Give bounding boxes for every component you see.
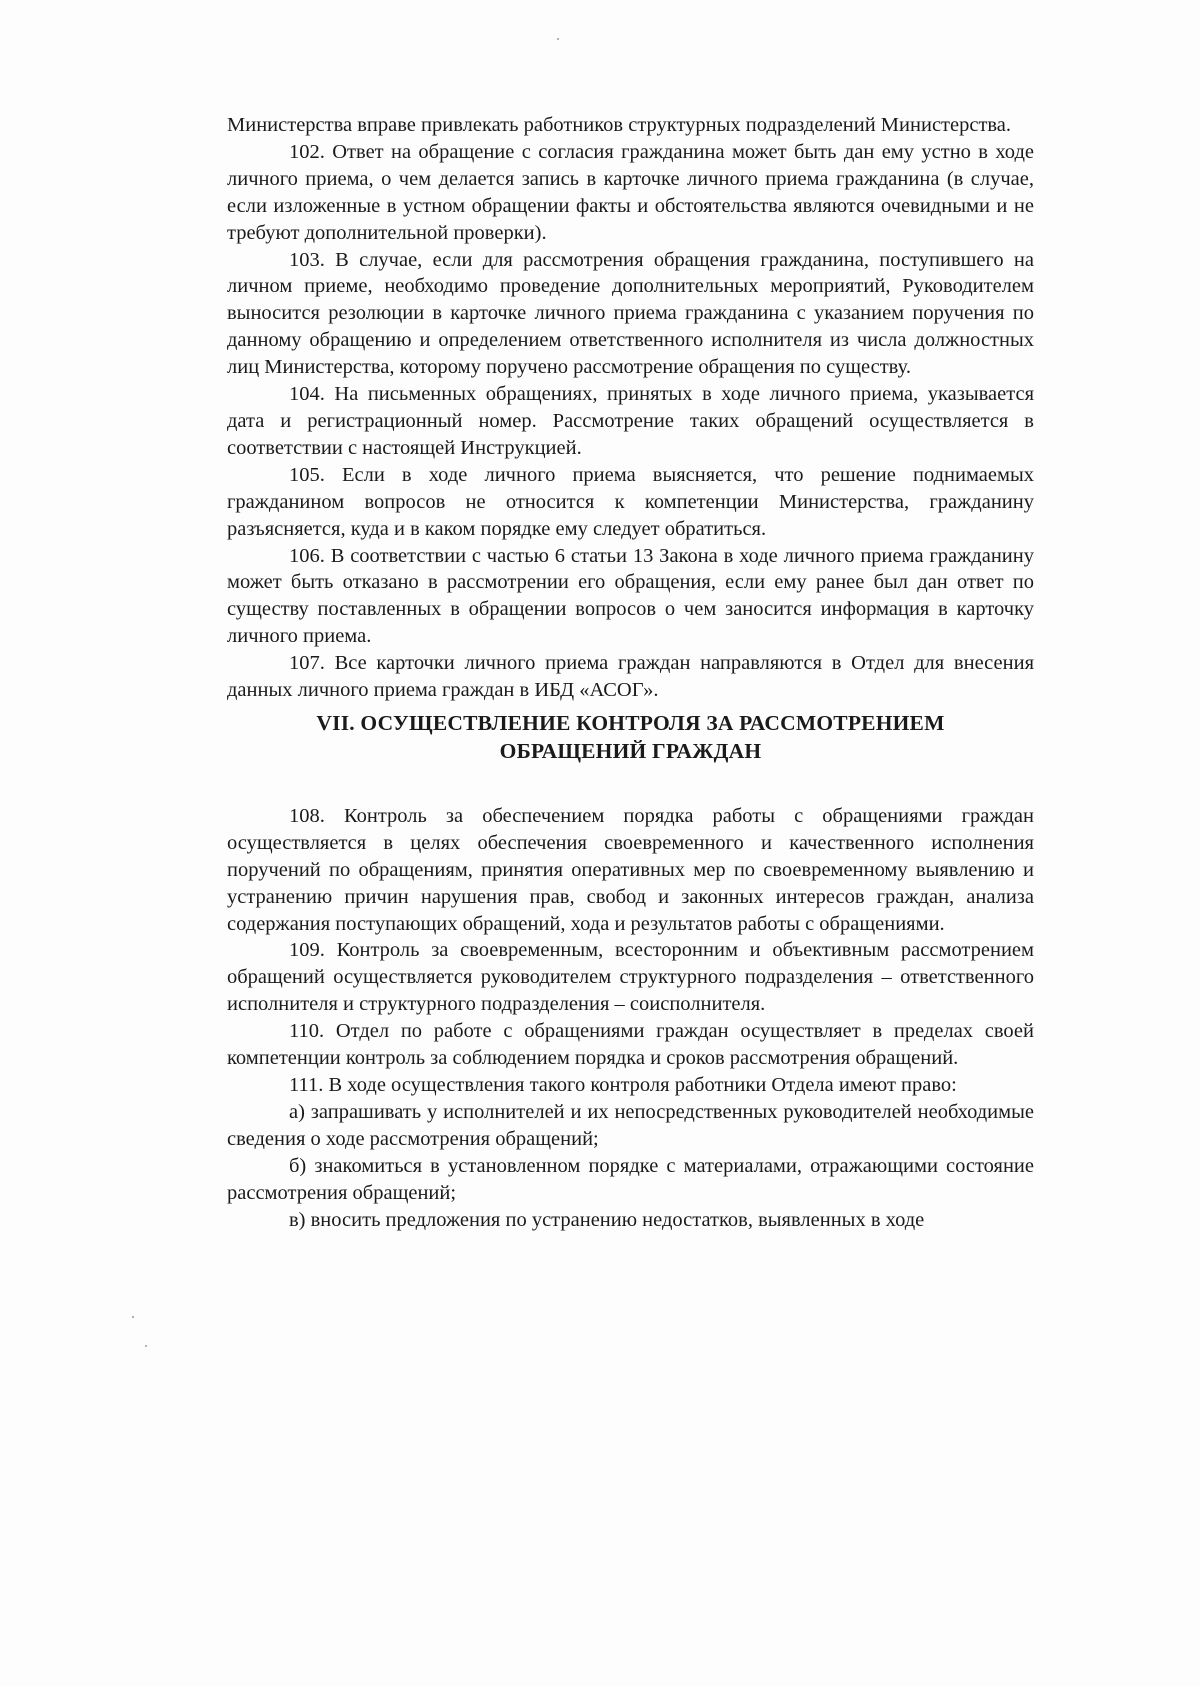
scan-speck-left-1 — [132, 1316, 134, 1318]
paragraph-106: 106. В соответствии с частью 6 статьи 13 Закона в ходе личного приема гражданину может быть отказано в рассмотрении его обращения, если ему ранее был дан ответ по существу поставленных в обращении вопросов о чем заносится информация в карточку личного приема. — [227, 544, 1034, 648]
paragraph-107: 107. Все карточки личного приема граждан направляются в Отдел для внесения данных личного приема граждан в ИБД «АСОГ». — [227, 652, 1034, 702]
paragraph-111-item-a: а) запрашивать у исполнителей и их непосредственных руководителей необходимые сведения о ходе рассмотрения обращений; — [227, 1100, 1034, 1150]
paragraph-111: 111. В ходе осуществления такого контроля работники Отдела имеют право: — [289, 1074, 957, 1096]
section-heading-line-2: ОБРАЩЕНИЙ ГРАЖДАН — [499, 738, 762, 763]
paragraph-109: 109. Контроль за своевременным, всесторонним и объективным рассмотрением обращений осуществляется руководителем структурного подразделения – ответственного исполнителя и структурного подразделения – соисполнителя. — [227, 939, 1034, 1016]
paragraph-110: 110. Отдел по работе с обращениями граждан осуществляет в пределах своей компетенции контроль за соблюдением порядка и сроков рассмотрения обращений. — [227, 1020, 1034, 1070]
paragraph-105: 105. Если в ходе личного приема выясняется, что решение поднимаемых гражданином вопросов не относится к компетенции Министерства, гражданину разъясняется, куда и в каком порядке ему следует обратиться. — [227, 463, 1034, 540]
paragraph-104: 104. На письменных обращениях, принятых в ходе личного приема, указывается дата и регистрационный номер. Рассмотрение таких обращений осуществляется в соответствии с настоящей Инструкцией. — [227, 383, 1034, 459]
paragraph-103: 103. В случае, если для рассмотрения обращения гражданина, поступившего на личном приеме, необходимо проведение дополнительных мероприятий, Руководителем выносится резолюции в карточке личного приема гражданина с указанием поручения по данному обращению и определением ответственного исполнителя из числа должностных лиц Министерства, которому поручено рассмотрение обращения по существу. — [227, 248, 1034, 379]
paragraph-111-item-c: в) вносить предложения по устранению недостатков, выявленных в ходе — [289, 1208, 925, 1231]
heading-spacer — [227, 765, 1034, 803]
paragraph-102: 102. Ответ на обращение с согласия гражданина может быть дан ему устно в ходе личного приема, о чем делается запись в карточке личного приема гражданина (в случае, если изложенные в устном обращении факты и обстоятельства являются очевидными и не требуют дополнительной проверки). — [227, 140, 1034, 244]
paragraph-101-continuation: Министерства вправе привлекать работников структурных подразделений Министерства. — [227, 114, 1012, 136]
document-body — [227, 112, 1034, 1233]
paragraph-111-item-b: б) знакомиться в установленном порядке с материалами, отражающими состояние рассмотрения обращений; — [227, 1154, 1034, 1204]
section-heading-line-1: VII. ОСУЩЕСТВЛЕНИЕ КОНТРОЛЯ ЗА РАССМОТРЕНИЕМ — [316, 710, 945, 735]
section-heading — [227, 709, 1034, 765]
paragraph-108: 108. Контроль за обеспечением порядка работы с обращениями граждан осуществляется в целях обеспечения своевременного и качественного исполнения поручений по обращениям, принятия оперативных мер по своевременному выявлению и устранению причин нарушения прав, свобод и законных интересов граждан, анализа содержания поступающих обращений, хода и результатов работы с обращениями. — [227, 804, 1034, 935]
scan-speck-left-2 — [145, 1345, 147, 1347]
scan-speck-top — [557, 38, 559, 40]
